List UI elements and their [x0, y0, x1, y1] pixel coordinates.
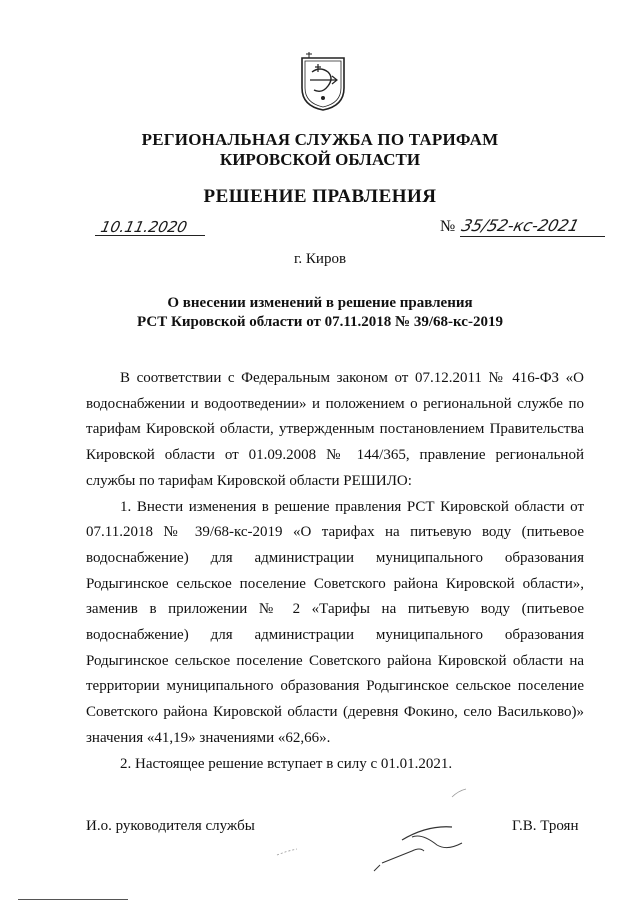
coat-of-arms-icon — [298, 50, 348, 112]
signatory-name: Г.В. Троян — [512, 818, 579, 834]
document-date-field — [95, 218, 205, 240]
signatory-position: И.о. руководителя службы — [86, 818, 255, 834]
document-number: 35/52-кс-2021 — [459, 216, 582, 235]
document-body — [86, 366, 584, 777]
subject-line1: О внесении изменений в решение правления — [167, 295, 473, 311]
preamble-paragraph: В соответствии с Федеральным законом от 07.12.2011 № 416-ФЗ «О водоснабжении и водоотведении» и положением о региональной службе по тарифам Кировской области, утвержденным постановлением Правительства Кировской области от 01.09.2008 № 144/365, правление региональной службы по тарифам Кировской области РЕШИЛО: — [86, 370, 584, 489]
handwritten-signature-icon — [262, 785, 472, 875]
item-1-paragraph: 1. Внести изменения в решение правления РСТ Кировской области от 07.11.2018 № 39/68-кс-2019 «О тарифах на питьевую воду (питьевое водоснабжение) для администрации муниципального образования Родыгинское сельское поселение Советского района Кировской области», заменив в приложении № 2 «Тарифы на питьевую воду (питьевое водоснабжение) для администрации муниципального образования Родыгинское сельское поселение Советского района Кировской области на территории муниципального образования Родыгинское сельское поселение Советского района Кировской области (деревня Фокино, село Васильково)» значения «41,19» значениями «62,66». — [86, 498, 584, 746]
number-sign: № — [440, 218, 456, 235]
document-title: РЕШЕНИЕ ПРАВЛЕНИЯ — [203, 186, 437, 207]
org-name-line2: КИРОВСКОЙ ОБЛАСТИ — [219, 150, 421, 169]
document-date: 10.11.2020 — [99, 218, 189, 236]
subject-line2: РСТ Кировской области от 07.11.2018 № 39/68-кс-2019 — [137, 314, 503, 330]
date-underline — [95, 235, 205, 236]
org-name-line1: РЕГИОНАЛЬНАЯ СЛУЖБА ПО ТАРИФАМ — [141, 130, 499, 149]
document-number-field — [440, 218, 605, 242]
city: г. Киров — [293, 251, 347, 267]
item-2-paragraph: 2. Настоящее решение вступает в силу с 01.01.2021. — [120, 755, 453, 772]
footer-rule — [18, 899, 128, 900]
number-underline — [460, 236, 605, 237]
